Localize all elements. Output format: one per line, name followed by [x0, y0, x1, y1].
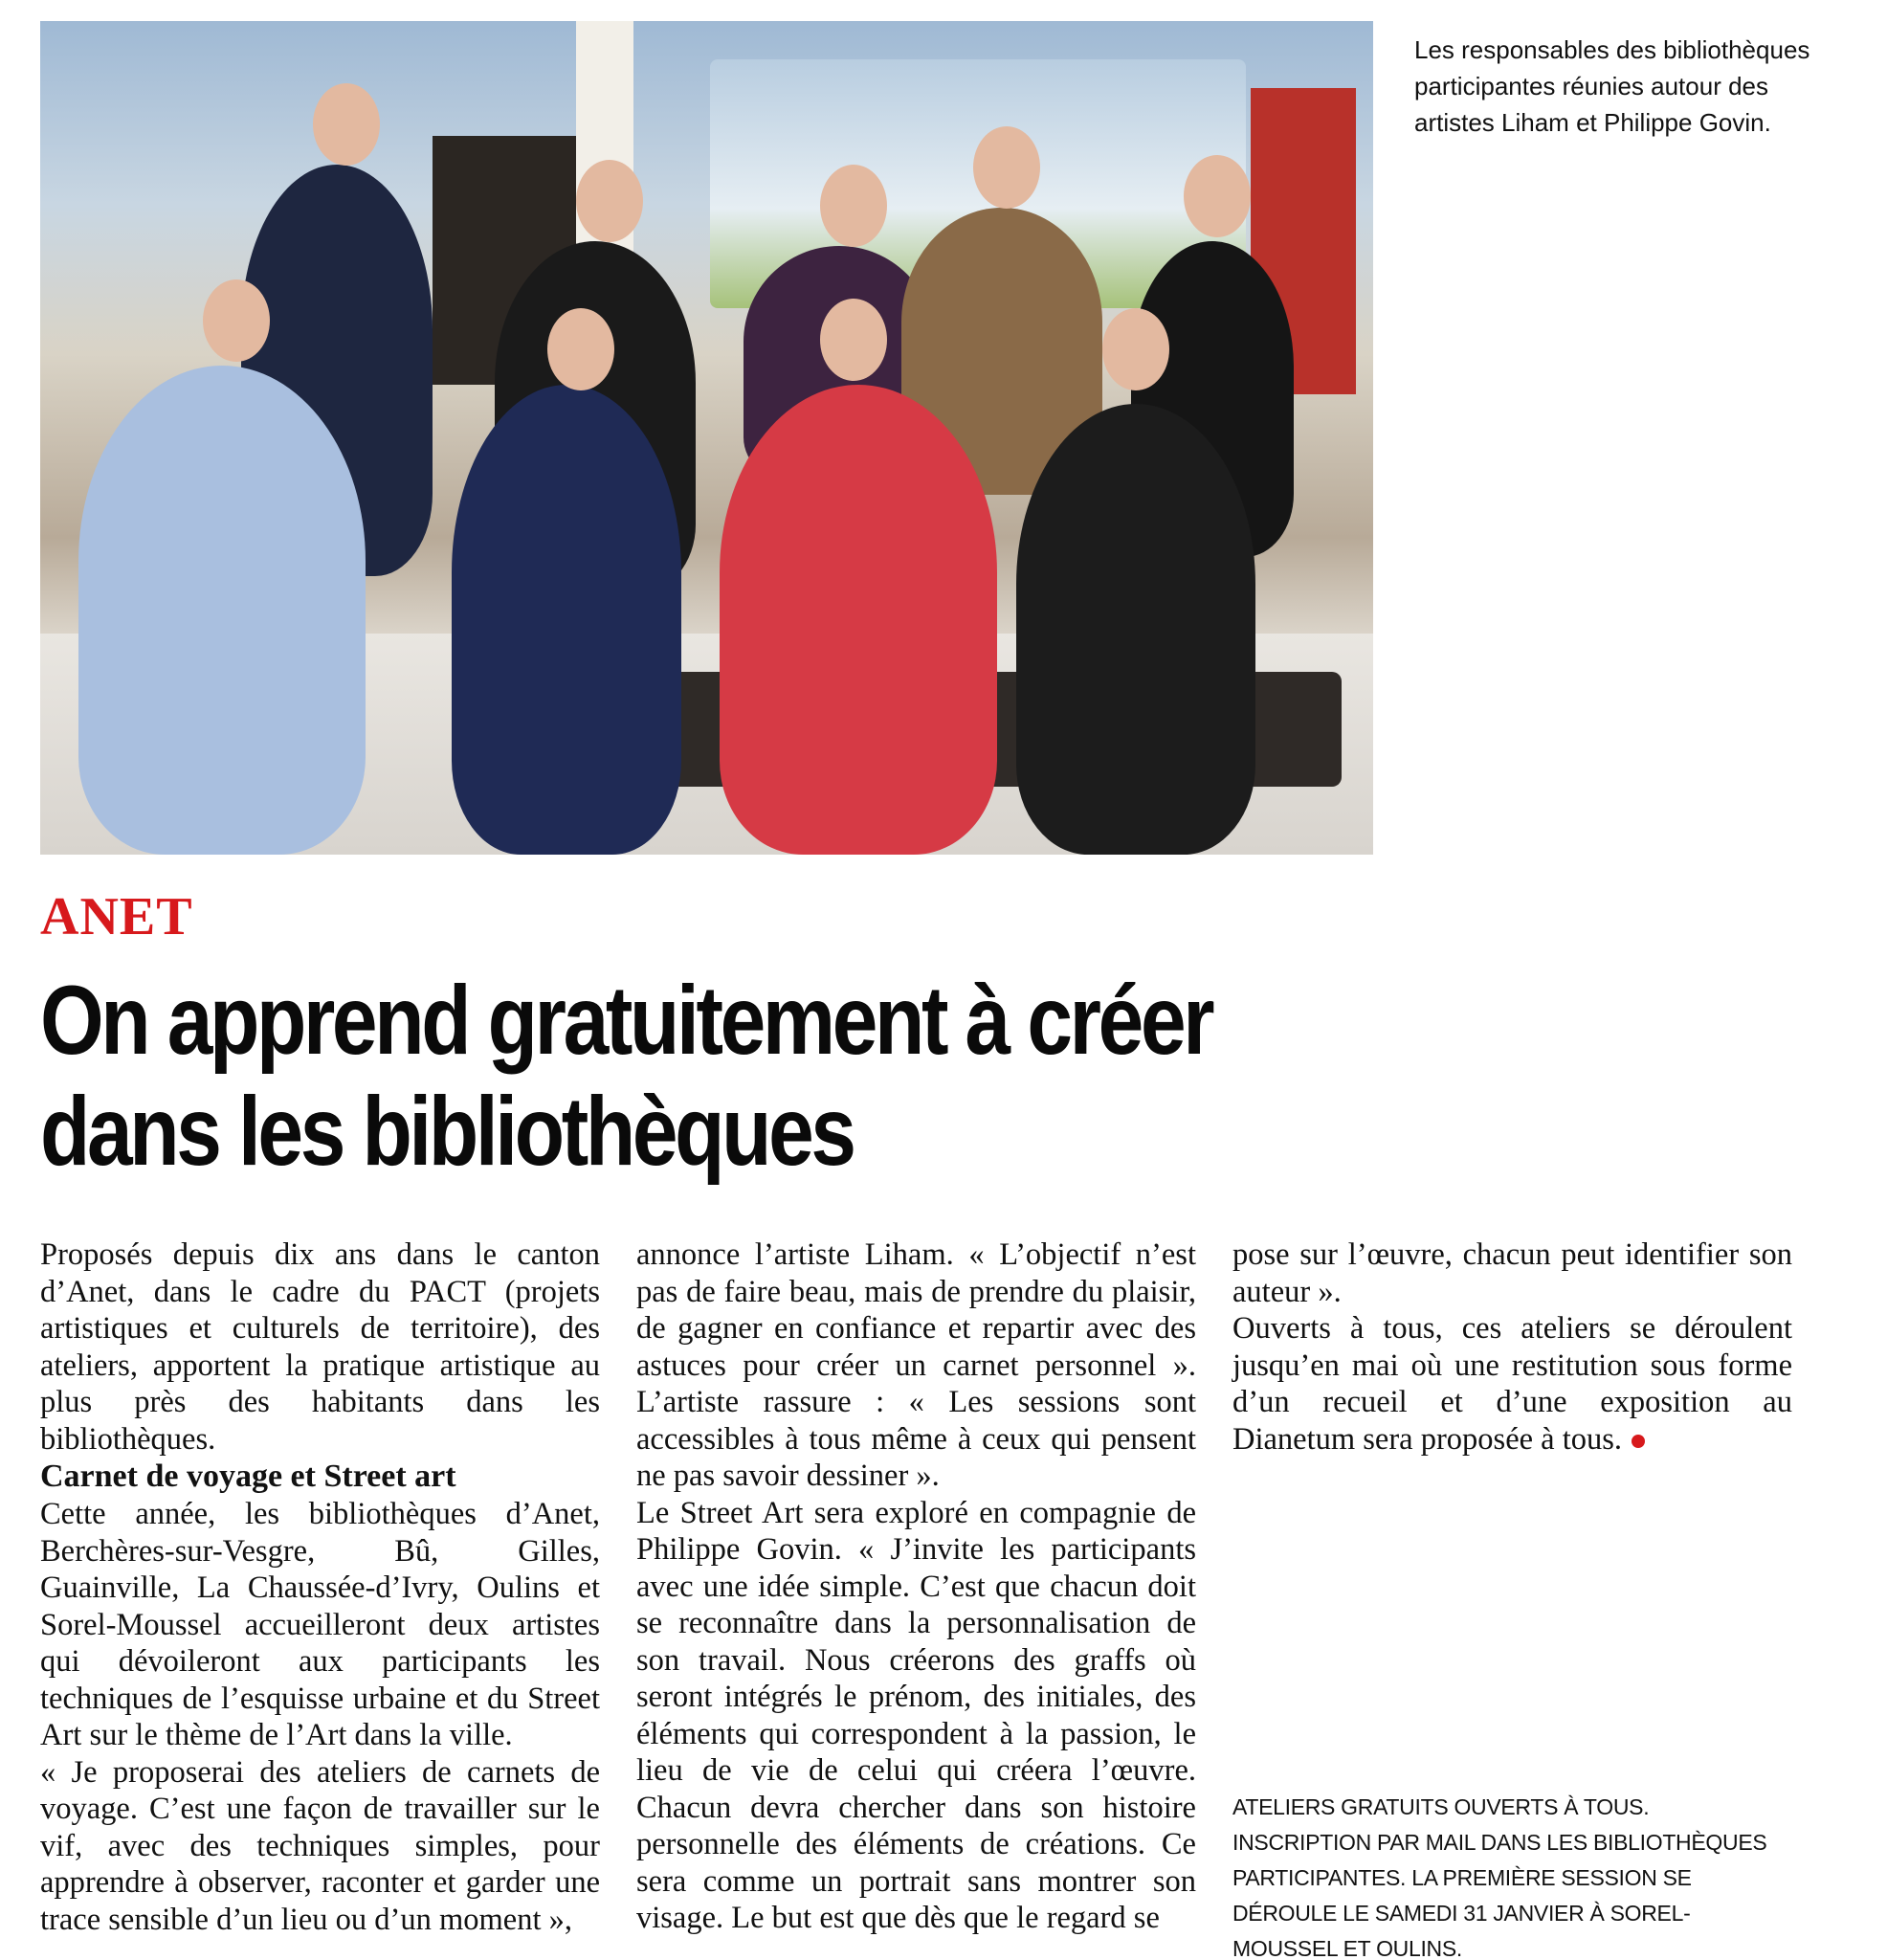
photo-caption: Les responsables des bibliothèques participantes réunies autour des artistes Liham et Philippe Govin.: [1414, 35, 1810, 137]
article-column-1: [40, 1236, 600, 1938]
person-head: [820, 165, 887, 247]
subhead: Carnet de voyage et Street art: [40, 1459, 456, 1494]
end-dot-icon: [1632, 1435, 1645, 1448]
intro-paragraph: Proposés depuis dix ans dans le canton d’Anet, dans le cadre du PACT (projets artistiques et culturels de territoire), des ateliers, apportent la pratique artistique au plus près des habitants dans les bibliothèques.: [40, 1237, 600, 1457]
person-head: [313, 83, 380, 166]
person-head: [203, 279, 270, 362]
paragraph-liham-start: « Je proposerai des ateliers de carnets de voyage. C’est une façon de travailler sur le vif, avec des techniques simples, pour apprendre à observer, raconter et garder une trace sensible d’un lieu ou d’un moment »,: [40, 1754, 600, 1937]
person-head: [547, 308, 614, 390]
person-head: [1102, 308, 1169, 390]
paragraph-govin: pose sur l’œuvre, chacun peut identifier son auteur ».: [1232, 1237, 1792, 1309]
kicker-location: ANET: [40, 887, 193, 947]
paragraph-govin-start: Le Street Art sera exploré en compagnie de Philippe Govin. « J’invite les participants avec une idée simple. C’est que chacun doit se reconnaître dans la personnalisation de son travail. Nous créerons des graffs où seront intégrés le prénom, des initiales, des éléments qui correspondent à la passion, le lieu de vie de celui qui créera l’œuvre. Chacun devra chercher dans son histoire personnelle des éléments de créations. Ce sera comme un portrait sans montrer son visage. Le but est que dès que le regard se: [636, 1495, 1196, 1935]
article-column-2: [636, 1236, 1196, 1937]
person-head: [1184, 155, 1251, 237]
headline: On apprend gratuitement à créer dans les bibliothèques: [40, 966, 1212, 1186]
article-photo: [40, 21, 1373, 855]
paragraph-liham: annonce l’artiste Liham. « L’objectif n’est pas de faire beau, mais de prendre du plaisir, de gagner en confiance et repartir avec des astuces pour créer un carnet personnel ». L’artiste rassure : « Les sessions sont accessibles à tous même à ceux qui pensent ne pas savoir dessiner ».: [636, 1237, 1196, 1493]
paragraph-closing: [1232, 1310, 1792, 1458]
person-head: [973, 126, 1040, 209]
closing-text: Ouverts à tous, ces ateliers se déroulent jusqu’en mai où une restitution sous forme d’un recueil et d’une exposition au Dianetum sera proposée à tous.: [1232, 1311, 1792, 1457]
person-seated-1: [78, 366, 366, 855]
person-head: [576, 160, 643, 242]
article-column-3: [1232, 1236, 1792, 1458]
person-seated-4: [1016, 404, 1255, 855]
person-head: [820, 299, 887, 381]
practical-info: ATELIERS GRATUITS OUVERTS À TOUS. INSCRIPTION PAR MAIL DANS LES BIBLIOTHÈQUES PARTICIPANTES. LA PREMIÈRE SESSION SE DÉROULE LE SAMEDI 31 JANVIER À SOREL-MOUSSEL ET OULINS.: [1232, 1794, 1767, 1960]
person-seated-2: [452, 385, 681, 855]
paragraph-libraries: Cette année, les bibliothèques d’Anet, Berchères-sur-Vesgre, Bû, Gilles, Guainville, La Chaussée-d’Ivry, Oulins et Sorel-Moussel accueilleront deux artistes qui dévoileront aux participants les techniques de l’esquisse urbaine et du Street Art sur le thème de l’Art dans la ville.: [40, 1497, 600, 1752]
person-seated-3: [720, 385, 997, 855]
